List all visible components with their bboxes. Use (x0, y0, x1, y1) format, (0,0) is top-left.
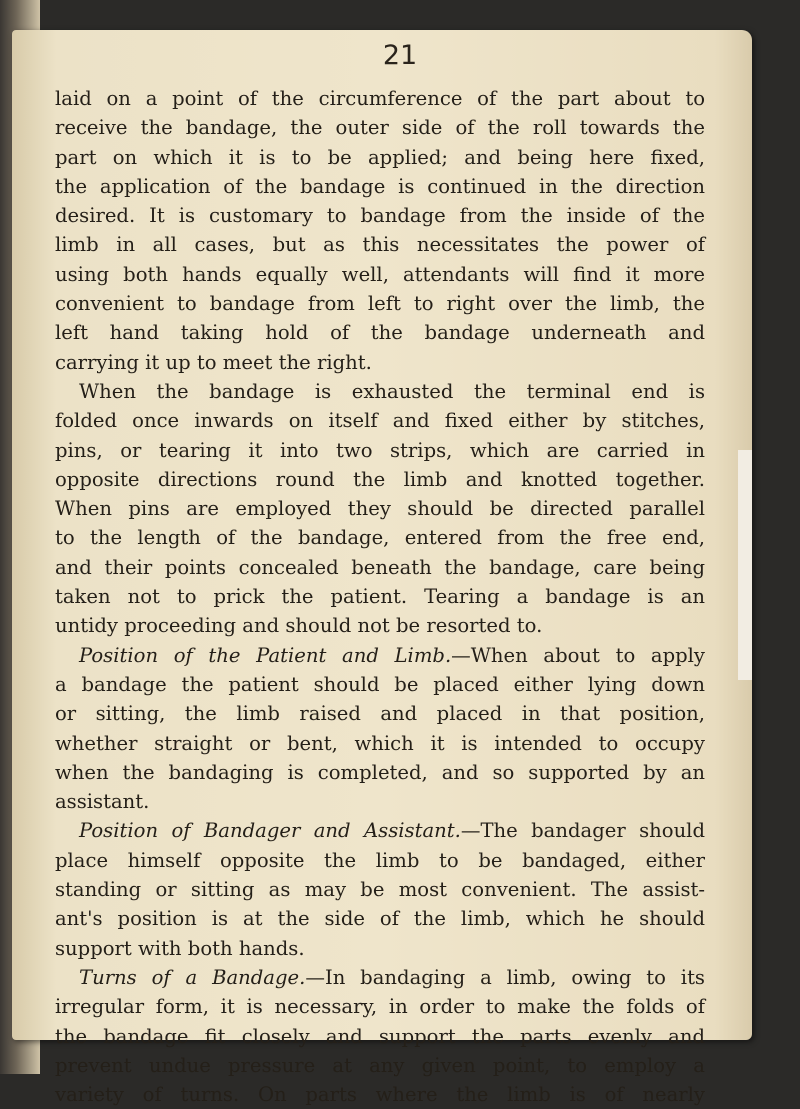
body-text (55, 84, 705, 1109)
text-line: left hand taking hold of the bandage underneath and (55, 321, 705, 345)
section-heading: Position of Bandager and Assistant. (79, 819, 461, 843)
section-heading-text: —When about to apply (451, 643, 705, 667)
text-line: using both hands equally well, attendants will find it more (55, 262, 705, 286)
text-line: and their points concealed beneath the bandage, care being (55, 555, 705, 579)
text-line: assistant. (55, 790, 150, 814)
section-heading: Turns of a Bandage. (79, 965, 306, 989)
text-line: place himself opposite the limb to be bandaged, either (55, 848, 705, 872)
text-line: whether straight or bent, which it is intended to occupy (55, 731, 705, 755)
text-line: the application of the bandage is continued in the direction (55, 174, 705, 198)
text-line: part on which it is to be applied; and being here fixed, (55, 145, 705, 169)
text-line: prevent undue pressure at any given point, to employ a (55, 1053, 705, 1077)
section-heading: Position of the Patient and Limb. (79, 643, 452, 667)
page-number: 21 (382, 40, 418, 71)
section-heading-text: —In bandaging a limb, owing to its (305, 965, 705, 989)
text-line: desired. It is customary to bandage from the inside of the (55, 204, 705, 228)
section-heading-text: —The bandager should (460, 819, 705, 843)
section-heading-line (55, 816, 705, 845)
text-line: opposite directions round the limb and knotted together. (55, 467, 705, 491)
text-line: limb in all cases, but as this necessitates the power of (55, 233, 705, 257)
text-line: laid on a point of the circumference of the part about to (55, 87, 705, 110)
text-line: a bandage the patient should be placed either lying down (55, 672, 705, 696)
text-line: folded once inwards on itself and fixed either by stitches, (55, 409, 705, 433)
text-line: convenient to bandage from left to right over the limb, the (55, 292, 705, 316)
text-line: pins, or tearing it into two strips, which are carried in (55, 438, 705, 462)
text-line: When pins are employed they should be directed parallel (55, 497, 705, 521)
text-line: when the bandaging is completed, and so supported by an (55, 760, 705, 784)
text-line: ant's position is at the side of the limb, which he should (55, 907, 705, 931)
section-heading-line (55, 641, 705, 670)
paragraph-start-line: When the bandage is exhausted the terminal end is (79, 379, 705, 403)
text-line: receive the bandage, the outer side of the roll towards the (55, 116, 705, 140)
text-line: to the length of the bandage, entered from the free end, (55, 526, 705, 550)
text-line: taken not to prick the patient. Tearing a bandage is an (55, 585, 705, 609)
text-line: support with both hands. (55, 936, 305, 960)
text-line: the bandage fit closely and support the parts evenly and (55, 1024, 705, 1048)
section-heading-line (55, 963, 705, 992)
page-edge (738, 450, 752, 680)
text-line: carrying it up to meet the right. (55, 350, 372, 374)
text-line: or sitting, the limb raised and placed in that position, (55, 702, 705, 726)
text-line: untidy proceeding and should not be resorted to. (55, 614, 543, 638)
text-line: irregular form, it is necessary, in order to make the folds of (55, 995, 705, 1019)
text-line: standing or sitting as may be most convenient. The assist- (55, 878, 705, 902)
text-line: variety of turns. On parts where the limb is of nearly (55, 1083, 705, 1107)
